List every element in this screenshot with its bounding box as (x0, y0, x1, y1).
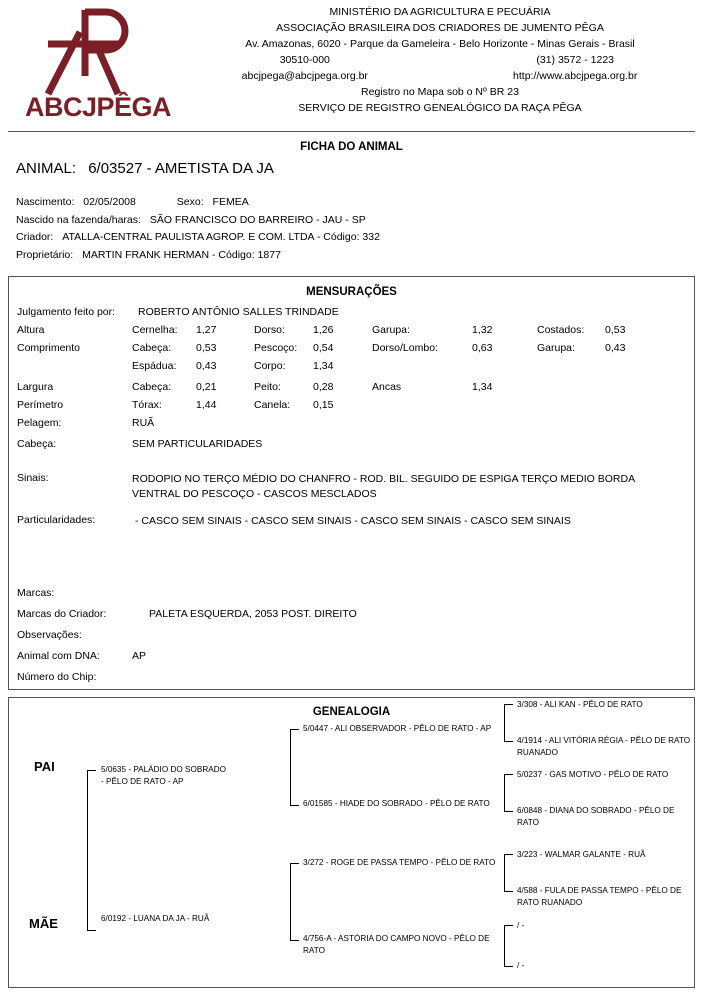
ministry-line: MINISTÉRIO DA AGRICULTURA E PECUÁRIA (329, 6, 551, 18)
comprimento-dorsolombo-label: Dorso/Lombo: (372, 342, 438, 354)
gen2-bracket-paternal (290, 729, 299, 806)
address-line: Av. Amazonas, 6020 - Parque da Gameleira - Belo Horizonte - Minas Gerais - Brasil (245, 38, 635, 50)
particularidades-value: - CASCO SEM SINAIS - CASCO SEM SINAIS - CASCO SEM SINAIS - CASCO SEM SINAIS (135, 515, 571, 527)
chip-label: Número do Chip: (17, 671, 97, 683)
comprimento-pescoco-value: 0,54 (313, 342, 334, 354)
judge-value: ROBERTO ANTÔNIO SALLES TRINDADE (138, 306, 339, 318)
altura-garupa-value: 1,32 (472, 324, 493, 336)
pai-label: PAI (34, 759, 55, 774)
pelagem-label: Pelagem: (17, 417, 62, 429)
header-divider (8, 131, 695, 132)
animal-value: 6/03527 - AMETISTA DA JA (88, 160, 274, 177)
dna-value: AP (132, 650, 147, 662)
service-line: SERVIÇO DE REGISTRO GENEALÓGICO DA RAÇA PÊGA (298, 102, 582, 114)
gen3-bracket-1 (504, 704, 513, 742)
gen1-node-pai: 5/0635 - PALÁDIO DO SOBRADO - PÊLO DE RATO - AP (101, 765, 226, 786)
postal-phone-row (180, 52, 700, 68)
association-line: ASSOCIAÇÃO BRASILEIRA DOS CRIADORES DE JUMENTO PÊGA (276, 22, 604, 34)
altura-dorso-value: 1,26 (313, 324, 334, 336)
cabeca-label: Cabeça: (17, 438, 57, 450)
registry-line: Registro no Mapa sob o Nº BR 23 (361, 86, 519, 98)
gen3-bracket-4 (504, 925, 513, 967)
email-address[interactable]: abcjpega@abcjpega.org.br (241, 70, 368, 82)
gen2-node-2: 6/01585 - HIADE DO SOBRADO - PÊLO DE RATO (303, 799, 490, 808)
comprimento-pescoco-label: Pescoço: (254, 342, 298, 354)
comprimento-cabeca-label: Cabeça: (132, 342, 172, 354)
farm-value: SÃO FRANCISCO DO BARREIRO - JAU - SP (149, 213, 366, 226)
abcjpega-monogram-icon (18, 6, 178, 101)
genealogia-section (8, 697, 695, 988)
dna-label: Animal com DNA: (17, 650, 100, 662)
comprimento-cabeca-value: 0,53 (196, 342, 217, 354)
largura-cabeca-label: Cabeça: (132, 381, 172, 393)
info-row-owner (16, 247, 686, 265)
gen1-node-mae: 6/0192 - LUANA DA JA - RUÃ (101, 914, 210, 923)
gen3-bracket-2 (504, 774, 513, 812)
gen2-node-1: 5/0447 - ALI OBSERVADOR - PÊLO DE RATO - AP (303, 724, 492, 733)
info-row-breeder (16, 229, 686, 247)
birth-value: 02/05/2008 (83, 196, 136, 208)
mensuracoes-section (8, 276, 695, 690)
marcas-criador-value: PALETA ESQUERDA, 2053 POST. DIREITO (149, 608, 357, 620)
comprimento-garupa-value: 0,43 (605, 342, 626, 354)
animal-identification (16, 160, 274, 177)
perimetro-torax-label: Tórax: (132, 399, 162, 411)
gen1-bracket (87, 770, 96, 931)
mae-label: MÃE (29, 916, 58, 931)
abcjpega-logo (18, 6, 178, 126)
website-url[interactable]: http://www.abcjpega.org.br (513, 70, 638, 82)
page-title: FICHA DO ANIMAL (300, 141, 403, 153)
gen3-node-6: 4/588 - FULA DE PASSA TEMPO - PÊLO DE RATO RUANADO (517, 886, 682, 907)
genealogia-title: GENEALOGIA (312, 706, 391, 718)
animal-label: ANIMAL: (16, 160, 77, 177)
largura-peito-value: 0,28 (313, 381, 334, 393)
gen2-node-3: 3/272 - ROGE DE PASSA TEMPO - PÊLO DE RATO (303, 858, 496, 867)
gen3-node-7: / - (517, 921, 525, 930)
cabeca-value: SEM PARTICULARIDADES (132, 438, 263, 450)
sex-label: Sexo: (176, 196, 204, 208)
comprimento-espadua-label: Espádua: (132, 360, 177, 372)
gen2-node-4: 4/756-A - ASTÓRIA DO CAMPO NOVO - PÊLO DE RATO (303, 934, 490, 955)
owner-label: Proprietário: (16, 248, 74, 261)
row-label-perimetro: Perímetro (17, 399, 64, 411)
particularidades-label: Particularidades: (17, 514, 96, 526)
sex-value: FEMEA (212, 196, 249, 208)
altura-cernelha-value: 1,27 (196, 324, 217, 336)
altura-costados-label: Costados: (537, 324, 585, 336)
owner-value: MARTIN FRANK HERMAN - Código: 1877 (82, 248, 281, 261)
gen3-node-2: 4/1914 - ALI VITÓRIA RÉGIA - PÊLO DE RATO RUANADO (517, 736, 691, 757)
largura-ancas-label: Ancas (372, 381, 402, 393)
sinais-value: RODOPIO NO TERÇO MÉDIO DO CHANFRO - ROD. BIL. SEGUIDO DE ESPIGA TERÇO MEDIO BORDA VENTRAL DO PESCOÇO - CASCOS MESCLADOS (132, 473, 635, 500)
judge-label: Julgamento feito por: (17, 306, 116, 318)
row-label-largura: Largura (17, 381, 54, 393)
postal-code: 30510-000 (279, 54, 330, 66)
marcas-label: Marcas: (17, 587, 55, 599)
altura-garupa-label: Garupa: (372, 324, 410, 336)
row-label-altura: Altura (17, 324, 45, 336)
pelagem-value: RUÃ (132, 417, 155, 429)
largura-cabeca-value: 0,21 (196, 381, 217, 393)
marcas-criador-label: Marcas do Criador: (17, 608, 107, 620)
info-row-farm (16, 212, 686, 230)
largura-peito-label: Peito: (254, 381, 281, 393)
gen3-node-8: / - (517, 961, 525, 970)
header-org-block (180, 4, 700, 116)
gen3-bracket-3 (504, 854, 513, 892)
altura-dorso-label: Dorso: (254, 324, 285, 336)
observacoes-label: Observações: (17, 629, 82, 641)
gen3-node-3: 5/0237 - GAS MOTIVO - PÊLO DE RATO (517, 770, 669, 779)
logo-wordmark: ABCJPÊGA (24, 92, 172, 122)
altura-cernelha-label: Cernelha: (132, 324, 178, 336)
altura-costados-value: 0,53 (605, 324, 626, 336)
animal-info-block (16, 194, 686, 264)
farm-label: Nascido na fazenda/haras: (16, 213, 141, 226)
perimetro-canela-value: 0,15 (313, 399, 334, 411)
comprimento-corpo-label: Corpo: (254, 360, 286, 372)
breeder-value: ATALLA-CENTRAL PAULISTA AGROP. E COM. LTDA - Código: 332 (62, 231, 380, 243)
gen3-node-1: 3/308 - ALI KAN - PÊLO DE RATO (517, 700, 643, 709)
gen2-bracket-maternal (290, 863, 299, 941)
row-label-comprimento: Comprimento (17, 342, 81, 354)
breeder-label: Criador: (16, 231, 54, 243)
perimetro-torax-value: 1,44 (196, 399, 217, 411)
gen3-node-5: 3/223 - WALMAR GALANTE - RUÃ (517, 850, 646, 859)
gen3-node-4: 6/0848 - DIANA DO SOBRADO - PÊLO DE RATO (517, 806, 675, 827)
comprimento-espadua-value: 0,43 (196, 360, 217, 372)
largura-ancas-value: 1,34 (472, 381, 493, 393)
email-website-row (180, 68, 700, 84)
comprimento-corpo-value: 1,34 (313, 360, 334, 372)
birth-label: Nascimento: (16, 196, 75, 208)
comprimento-garupa-label: Garupa: (537, 342, 575, 354)
perimetro-canela-label: Canela: (254, 399, 291, 411)
mensuracoes-title: MENSURAÇÕES (306, 286, 397, 298)
sinais-label: Sinais: (17, 472, 49, 484)
comprimento-dorsolombo-value: 0,63 (472, 342, 493, 354)
document-header (0, 0, 703, 133)
info-row-birth (16, 194, 686, 212)
phone-number: (31) 3572 - 1223 (536, 54, 615, 66)
